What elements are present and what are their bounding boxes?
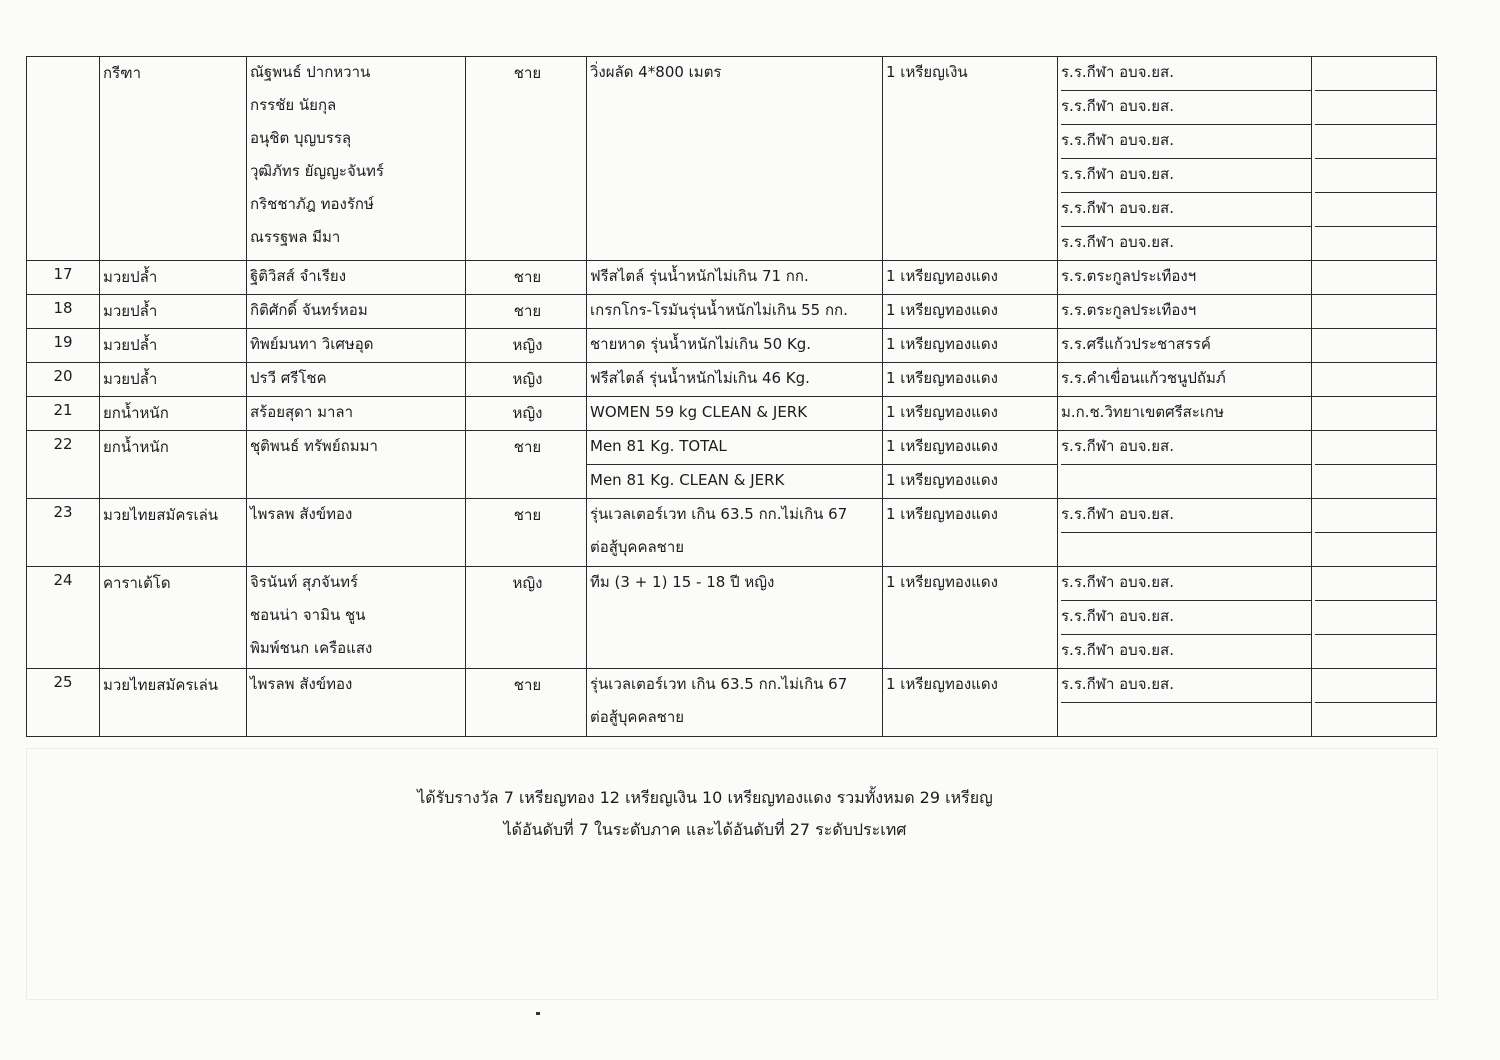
school-name: ร.ร.คำเขื่อนแก้วชนูปถัมภ์: [1061, 369, 1226, 387]
event-name: ชายหาด รุ่นน้ำหนักไม่เกิน 50 Kg.: [590, 335, 812, 353]
blank-cell: [1315, 193, 1436, 227]
row-number: 17: [27, 261, 100, 295]
school-name: ร.ร.กีฬา อบจ.ยส.: [1061, 193, 1311, 227]
award-text: 1 เหรียญทองแดง: [886, 471, 998, 489]
medal-results-table: [26, 56, 1437, 737]
athlete-name: ทิพย์มนทา วิเศษอุด: [250, 335, 374, 353]
table-row: [27, 57, 1437, 261]
gender: หญิง: [466, 567, 587, 669]
athlete-name: อนุชิต บุญบรรลุ: [250, 129, 352, 147]
table-row: [27, 499, 1437, 567]
blank-cell: [1315, 227, 1436, 260]
school-name: ร.ร.ศรีแก้วประชาสรรค์: [1061, 335, 1211, 353]
award-text: 1 เหรียญทองแดง: [886, 369, 998, 387]
row-number: 22: [27, 431, 100, 499]
athlete-names: [247, 329, 466, 363]
school-name: ร.ร.ตระกูลประเทืองฯ: [1061, 267, 1197, 285]
athlete-names: [247, 363, 466, 397]
award: [883, 567, 1058, 669]
award-text: 1 เหรียญทองแดง: [886, 403, 998, 421]
blank-cell: [1315, 329, 1436, 362]
school-name: ร.ร.กีฬา อบจ.ยส.: [1061, 499, 1311, 533]
blank-cell: [1315, 295, 1436, 328]
school: [1058, 431, 1312, 499]
sport-name: มวยปล้ำ: [100, 261, 247, 295]
award-text: 1 เหรียญทองแดง: [886, 335, 998, 353]
table-row: [27, 261, 1437, 295]
athlete-names: [247, 295, 466, 329]
blank-cell: [1315, 533, 1436, 566]
event: [587, 261, 883, 295]
blank-cell: [1315, 159, 1436, 193]
blank-column: [1312, 57, 1437, 261]
award-text: 1 เหรียญทองแดง: [886, 573, 998, 591]
award: [883, 261, 1058, 295]
school: [1058, 567, 1312, 669]
school-name: ร.ร.กีฬา อบจ.ยส.: [1061, 601, 1311, 635]
award: [883, 499, 1058, 567]
event: [587, 57, 883, 261]
gender: ชาย: [466, 669, 587, 737]
table-row: [27, 295, 1437, 329]
blank-cell: [1315, 91, 1436, 125]
event: [587, 567, 883, 669]
row-number: 18: [27, 295, 100, 329]
sport-name: มวยปล้ำ: [100, 329, 247, 363]
event-name: ต่อสู้บุคคลชาย: [590, 538, 685, 556]
blank-cell: [1315, 499, 1436, 533]
award: [883, 669, 1058, 737]
blank-cell: [1315, 57, 1436, 91]
school-name: [1061, 533, 1311, 566]
event-name: รุ่นเวลเตอร์เวท เกิน 63.5 กก.ไม่เกิน 67: [590, 675, 848, 693]
athlete-names: [247, 431, 466, 499]
blank-cell: [1315, 669, 1436, 703]
award-text: 1 เหรียญทองแดง: [886, 301, 998, 319]
sport-name: มวยไทยสมัครเล่น: [100, 669, 247, 737]
athlete-names: [247, 261, 466, 295]
summary-ranking: ได้อันดับที่ 7 ในระดับภาค และได้อันดับที่ 27 ระดับประเทศ: [503, 820, 907, 839]
blank-column: [1312, 431, 1437, 499]
event-name: ต่อสู้บุคคลชาย: [590, 708, 685, 726]
table-body: [27, 57, 1437, 737]
blank-column: [1312, 499, 1437, 567]
event-name: เกรกโกร-โรมันรุ่นน้ำหนักไม่เกิน 55 กก.: [590, 301, 848, 319]
sport-name: มวยปล้ำ: [100, 363, 247, 397]
award: [883, 329, 1058, 363]
row-number: 20: [27, 363, 100, 397]
athlete-names: [247, 57, 466, 261]
school-name: ร.ร.กีฬา อบจ.ยส.: [1061, 567, 1311, 601]
award-text: 1 เหรียญเงิน: [886, 63, 968, 81]
blank-cell: [1315, 465, 1436, 498]
school: [1058, 295, 1312, 329]
gender: หญิง: [466, 397, 587, 431]
school-name: ร.ร.กีฬา อบจ.ยส.: [1061, 125, 1311, 159]
blank-cell: [1315, 601, 1436, 635]
school-name: ร.ร.กีฬา อบจ.ยส.: [1061, 57, 1311, 91]
athlete-name: วุฒิภัทร ยัญญะจันทร์: [250, 162, 384, 180]
event-name: ฟรีสไตล์ รุ่นน้ำหนักไม่เกิน 46 Kg.: [590, 369, 810, 387]
sport-name: กรีฑา: [100, 57, 247, 261]
school-name: [1061, 703, 1311, 736]
sport-name: มวยไทยสมัครเล่น: [100, 499, 247, 567]
blank-column: [1312, 397, 1437, 431]
blank-cell: [1315, 703, 1436, 736]
gender: ชาย: [466, 57, 587, 261]
sport-name: ยกน้ำหนัก: [100, 431, 247, 499]
blank-cell: [1315, 261, 1436, 294]
gender: ชาย: [466, 431, 587, 499]
school-name: ม.ก.ช.วิทยาเขตศรีสะเกษ: [1061, 403, 1224, 421]
row-number: 25: [27, 669, 100, 737]
event-name: วิ่งผลัด 4*800 เมตร: [590, 63, 722, 81]
event: [587, 329, 883, 363]
school-name: ร.ร.กีฬา อบจ.ยส.: [1061, 91, 1311, 125]
school: [1058, 499, 1312, 567]
event-name: Men 81 Kg. TOTAL: [587, 431, 882, 465]
gender: หญิง: [466, 363, 587, 397]
event-name: รุ่นเวลเตอร์เวท เกิน 63.5 กก.ไม่เกิน 67: [590, 505, 848, 523]
table-row: [27, 397, 1437, 431]
school: [1058, 669, 1312, 737]
blank-cell: [1315, 635, 1436, 668]
school-name: ร.ร.กีฬา อบจ.ยส.: [1061, 431, 1311, 465]
athlete-name: ปรวี ศรีโชค: [250, 369, 327, 387]
school: [1058, 57, 1312, 261]
table-row: [27, 669, 1437, 737]
table-row: [27, 329, 1437, 363]
row-number: 23: [27, 499, 100, 567]
event-name: ทีม (3 + 1) 15 - 18 ปี หญิง: [590, 573, 775, 591]
athlete-name: กิติศักดิ์ จันทร์หอม: [250, 301, 368, 319]
blank-cell: [1315, 431, 1436, 465]
award: [883, 295, 1058, 329]
school-name: ร.ร.กีฬา อบจ.ยส.: [1061, 233, 1174, 251]
blank-cell: [1315, 397, 1436, 430]
athlete-names: [247, 397, 466, 431]
blank-column: [1312, 261, 1437, 295]
row-number: 19: [27, 329, 100, 363]
athlete-names: [247, 567, 466, 669]
school-name: ร.ร.ตระกูลประเทืองฯ: [1061, 301, 1197, 319]
sport-name: ยกน้ำหนัก: [100, 397, 247, 431]
school: [1058, 397, 1312, 431]
event: [587, 669, 883, 737]
gender: ชาย: [466, 295, 587, 329]
award-text: 1 เหรียญทองแดง: [883, 431, 1057, 465]
athlete-names: [247, 669, 466, 737]
gender: หญิง: [466, 329, 587, 363]
table-row: [27, 567, 1437, 669]
blank-column: [1312, 669, 1437, 737]
school-name: ร.ร.กีฬา อบจ.ยส.: [1061, 669, 1311, 703]
row-number: [27, 57, 100, 261]
table-row: [27, 363, 1437, 397]
athlete-name: กรรชัย นัยกุล: [250, 96, 337, 114]
school: [1058, 261, 1312, 295]
event-name: ฟรีสไตล์ รุ่นน้ำหนักไม่เกิน 71 กก.: [590, 267, 809, 285]
award-text: 1 เหรียญทองแดง: [886, 505, 998, 523]
athlete-name: ชอนน่า จามิน ชูน: [250, 606, 366, 624]
sport-name: มวยปล้ำ: [100, 295, 247, 329]
award: [883, 397, 1058, 431]
athlete-name: สร้อยสุดา มาลา: [250, 403, 354, 421]
row-number: 21: [27, 397, 100, 431]
athlete-name: ไพรลพ สังข์ทอง: [250, 675, 353, 693]
event: [587, 397, 883, 431]
athlete-name: ชุติพนธ์ ทรัพย์ถมมา: [250, 437, 378, 455]
school: [1058, 329, 1312, 363]
athlete-names: [247, 499, 466, 567]
award: [883, 431, 1058, 499]
award: [883, 57, 1058, 261]
athlete-name: จิรนันท์ สุภจันทร์: [250, 573, 359, 591]
event: [587, 499, 883, 567]
athlete-name: ไพรลพ สังข์ทอง: [250, 505, 353, 523]
gender: ชาย: [466, 499, 587, 567]
event-name: Men 81 Kg. CLEAN & JERK: [590, 471, 785, 489]
school-name: ร.ร.กีฬา อบจ.ยส.: [1061, 641, 1174, 659]
blank-cell: [1315, 125, 1436, 159]
award-text: 1 เหรียญทองแดง: [886, 267, 998, 285]
blank-cell: [1315, 567, 1436, 601]
athlete-name: ฐิติวิสส์ จำเรียง: [250, 267, 347, 285]
blank-column: [1312, 363, 1437, 397]
blank-column: [1312, 567, 1437, 669]
summary-medal-total: ได้รับรางวัล 7 เหรียญทอง 12 เหรียญเงิน 10 เหรียญทองแดง รวมทั้งหมด 29 เหรียญ: [417, 788, 993, 807]
event: [587, 431, 883, 499]
event: [587, 295, 883, 329]
school-name: [1061, 465, 1311, 498]
blank-column: [1312, 295, 1437, 329]
gender: ชาย: [466, 261, 587, 295]
athlete-name: กริชชาภัฎ ทองรักษ์: [250, 195, 374, 213]
event-name: WOMEN 59 kg CLEAN & JERK: [590, 403, 808, 421]
blank-column: [1312, 329, 1437, 363]
athlete-name: ณรรฐพล มีมา: [250, 228, 341, 246]
award: [883, 363, 1058, 397]
award-text: 1 เหรียญทองแดง: [886, 675, 998, 693]
blank-cell: [1315, 363, 1436, 396]
athlete-name: พิมพ์ชนก เครือแสง: [250, 639, 373, 657]
scan-speck: [536, 1012, 540, 1015]
row-number: 24: [27, 567, 100, 669]
school-name: ร.ร.กีฬา อบจ.ยส.: [1061, 159, 1311, 193]
athlete-name: ณัฐพนธ์ ปากหวาน: [250, 63, 371, 81]
school: [1058, 363, 1312, 397]
sport-name: คาราเต้โด: [100, 567, 247, 669]
table-row: [27, 431, 1437, 499]
event: [587, 363, 883, 397]
